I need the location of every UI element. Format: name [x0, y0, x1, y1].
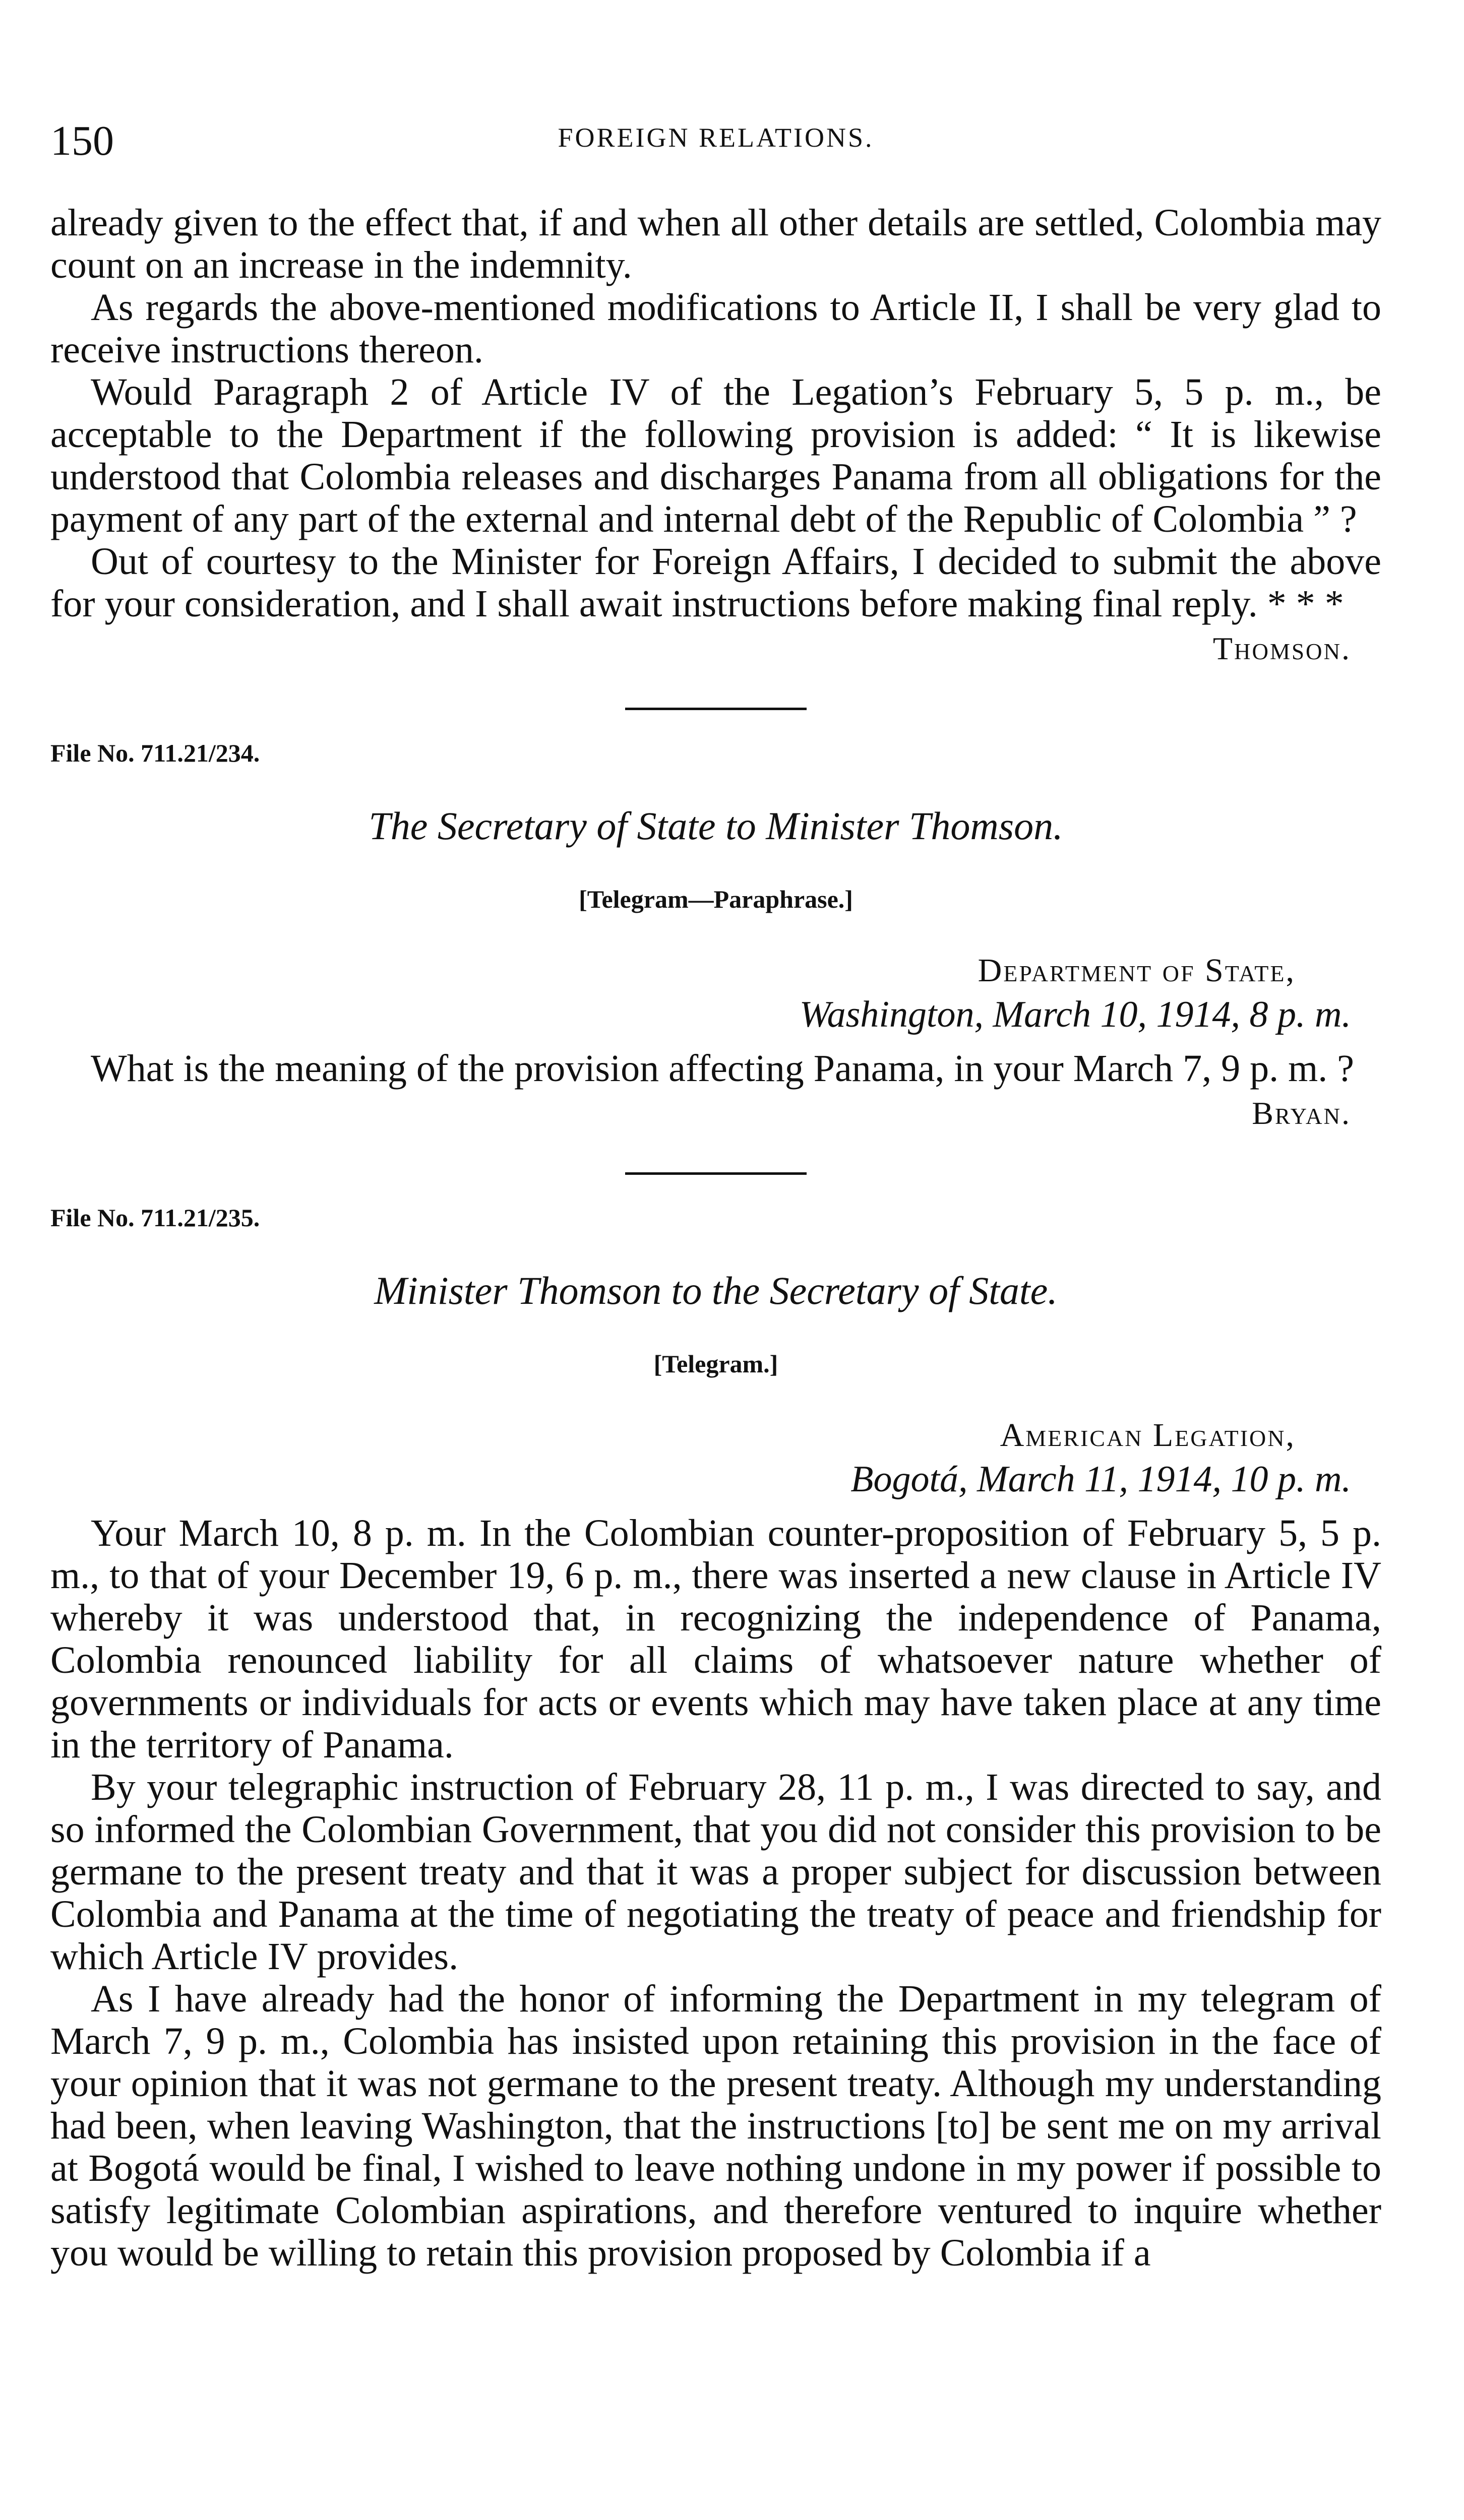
- section-divider: [625, 708, 807, 710]
- running-head-title: FOREIGN RELATIONS.: [558, 122, 874, 153]
- dateline-organization: American Legation,: [1000, 1417, 1296, 1454]
- dateline-date: Washington, March 10, 1914, 8 p. m.: [799, 994, 1351, 1035]
- section-divider: [625, 1172, 807, 1175]
- document-title: The Secretary of State to Minister Thomson.: [369, 804, 1063, 848]
- telegram-note: [Telegram—Paraphrase.]: [579, 885, 853, 913]
- paragraph: Would Paragraph 2 of Article IV of the Legation’s February 5, 5 p. m., be acceptable to the Department if the following provision is added: “ It is likewise understood that Colombia releases and discharges Panama from all obligations for the payment of any part of the external and internal debt of the Republic of Colombia ” ?: [50, 371, 1381, 540]
- continuation-section: [50, 202, 1381, 667]
- telegram-note: [Telegram.]: [653, 1350, 778, 1378]
- running-head: [50, 116, 1381, 171]
- document-section: [50, 738, 1381, 1132]
- file-number: File No. 711.21/235.: [50, 1204, 260, 1232]
- paragraph: As regards the above-mentioned modifications to Article II, I shall be very glad to receive instructions thereon.: [50, 286, 1381, 371]
- dateline-organization: Department of State,: [978, 952, 1296, 989]
- paragraph: By your telegraphic instruction of February 28, 11 p. m., I was directed to say, and so informed the Colombian Government, that you did not consider this provision to be germane to the present treaty and that it was a proper subject for discussion between Colombia and Panama at the time of negotiating the treaty of peace and friendship for which Article IV provides.: [50, 1766, 1381, 1978]
- paragraph: already given to the effect that, if and when all other details are settled, Colombia may count on an increase in the indemnity.: [50, 202, 1381, 286]
- dateline-date: Bogotá, March 11, 1914, 10 p. m.: [850, 1459, 1351, 1500]
- paragraph: Out of courtesy to the Minister for Foreign Affairs, I decided to submit the above for your consideration, and I shall await instructions before making final reply. * * *: [50, 540, 1381, 625]
- paragraph: What is the meaning of the provision affecting Panama, in your March 7, 9 p. m. ?: [91, 1047, 1354, 1090]
- document-section: [50, 1203, 1381, 2274]
- document-title: Minister Thomson to the Secretary of State.: [374, 1269, 1058, 1312]
- signature: Thomson.: [1212, 631, 1351, 666]
- paragraph: As I have already had the honor of informing the Department in my telegram of March 7, 9 p. m., Colombia has insisted upon retaining this provision in the face of your opinion that it was not germane to the present treaty. Although my understanding had been, when leaving Washington, that the instructions [to] be sent me on my arrival at Bogotá would be final, I wished to leave nothing undone in my power if possible to satisfy legitimate Colombian aspirations, and therefore ventured to inquire whether you would be willing to retain this provision proposed by Colombia if a: [50, 1978, 1381, 2274]
- document-page: [50, 116, 1381, 2274]
- signature: Bryan.: [1252, 1095, 1351, 1131]
- file-number: File No. 711.21/234.: [50, 739, 260, 767]
- paragraph: Your March 10, 8 p. m. In the Colombian counter-proposition of February 5, 5 p. m., to that of your December 19, 6 p. m., there was inserted a new clause in Article IV whereby it was understood that, in recognizing the independence of Panama, Colombia renounced liability for all claims of whatsoever nature whether of governments or individuals for acts or events which may have taken place at any time in the territory of Panama.: [50, 1512, 1381, 1766]
- page-number: 150: [50, 117, 114, 164]
